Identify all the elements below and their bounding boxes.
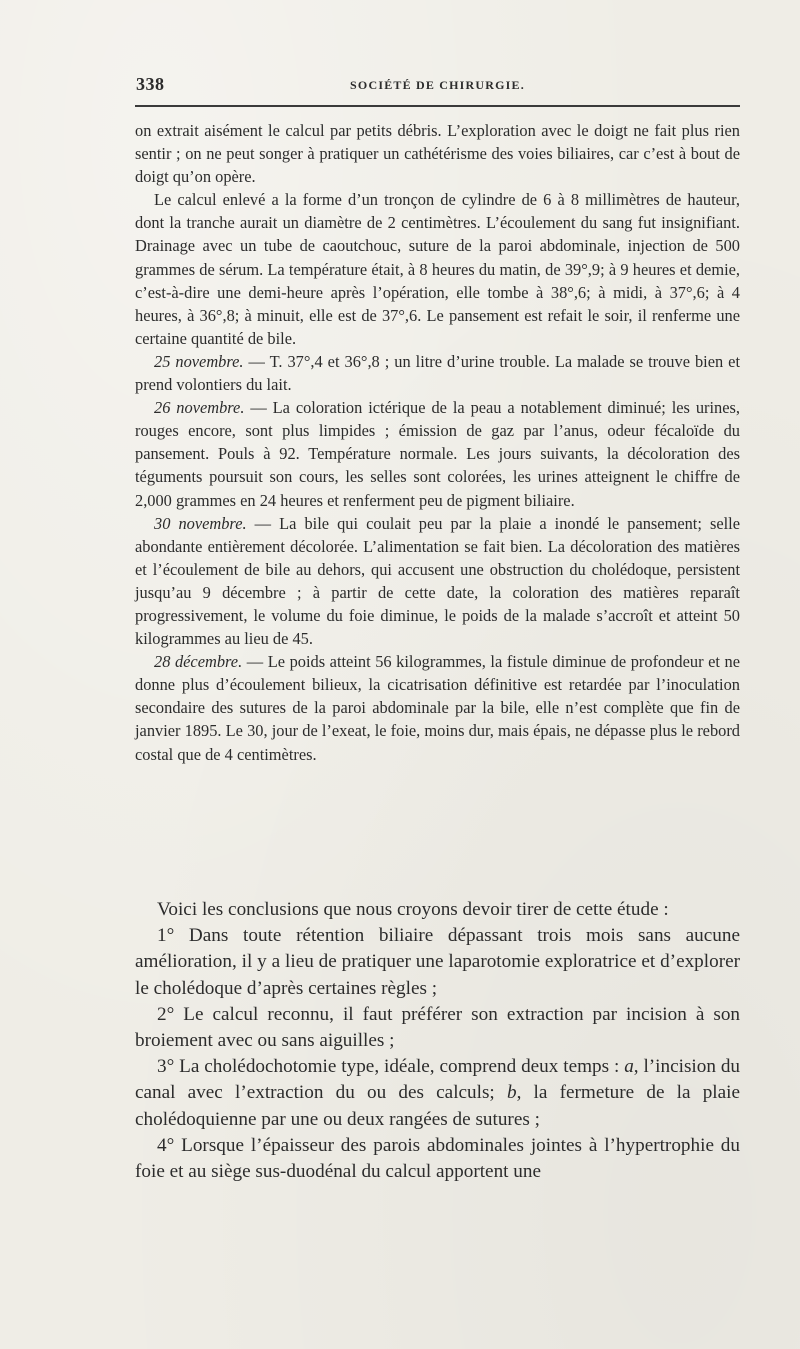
paragraph-text: — Le poids atteint 56 kilogrammes, la fistule diminue de profondeur et ne donne plus d’écoulement bilieux, la cicatrisation définitive est retardée par l’inoculation secondaire des sutures de la paroi abdominale par la bile, elle n’est complète que fin de janvier 1895. Le 30, jour de l’exeat, le foie, moins dur, mais épais, ne dépasse plus le rebord costal que de 4 centimètres. [135,652,740,764]
conclusion-item-3-letter-a: a [624,1056,634,1078]
paragraph [135,188,740,350]
conclusions-section [135,897,740,1185]
paragraph-text: — La bile qui coulait peu par la plaie a inondé le pansement; selle abondante entièrement décolorée. L’alimentation se fait bien. La décoloration des matières et l’écoulement de bile au dehors, qui accusent une obstruction du cholédoque, persistent jusqu’au 9 décembre ; à partir de cette date, la coloration des matières reparaît progressivement, le volume du foie diminue, le poids de la malade s’accroît et atteint 50 kilogrammes au lieu de 45. [135,513,740,649]
paragraph [135,350,740,396]
date-label: 25 novembre. [154,351,244,371]
paragraph [135,650,740,765]
conclusion-item-3-part: , la fermeture de la plaie cholédoquienne par une ou deux rangées de sutures ; [135,1082,740,1130]
conclusion-item-2: 2° Le calcul reconnu, il faut préférer son extraction par incision à son broiement avec ou sans aiguilles ; [135,1003,740,1052]
conclusion-item-3-part: 3° La cholédochotomie type, idéale, comprend deux temps : [157,1056,625,1078]
paragraph-text: on extrait aisément le calcul par petits débris. L’exploration avec le doigt ne fait plus rien sentir ; on ne peut songer à pratiquer un cathétérisme des voies biliaires, car c’est à bout de doigt qu’on opère. [135,121,740,187]
paragraph-text: — La coloration ictérique de la peau a notablement diminué; les urines, rouges encore, sont plus limpides ; émission de gaz par l’anus, odeur fécaloïde du pansement. Pouls à 92. Température normale. Les jours suivants, la décoloration des téguments poursuit son cours, les selles sont colorées, les urines atteignent le chiffre de 2,000 grammes en 24 heures et renferment peu de pigment biliaire. [135,398,740,510]
page-header [135,74,740,100]
date-label: 30 novembre. [154,513,247,533]
date-label: 26 novembre. [154,398,245,418]
conclusion-item-1: 1° Dans toute rétention biliaire dépassant trois mois sans aucune amélioration, il y a lieu de pratiquer une laparotomie exploratrice et d’explorer le cholédoque d’après certaines règles ; [135,925,740,999]
paragraph [135,512,740,651]
page-number: 338 [136,74,165,94]
header-rule [135,105,740,107]
paragraph-text: Le calcul enlevé a la forme d’un tronçon de cylindre de 6 à 8 millimètres de hauteur, dont la tranche aurait un diamètre de 2 centimètres. L’écoulement du sang fut insignifiant. Drainage avec un tube de caoutchouc, suture de la paroi abdominale, injection de 500 grammes de sérum. La température était, à 8 heures du matin, de 39°,9; à 9 heures et demie, c’est-à-dire une demi-heure après l’opération, elle tombe à 38°,6; à midi, à 37°,6; à 4 heures, à 36°,8; à minuit, elle est de 37°,6. Le pansement est refait le soir, il renferme une certaine quantité de bile. [135,190,740,348]
paragraph [135,396,740,511]
observation-text [135,119,740,766]
paragraph-text: — T. 37°,4 et 36°,8 ; un litre d’urine trouble. La malade se trouve bien et prend volontiers du lait. [135,351,740,395]
conclusions-intro: Voici les conclusions que nous croyons devoir tirer de cette étude : [157,899,669,920]
paragraph [135,119,740,188]
running-head: SOCIÉTÉ DE CHIRURGIE. [350,78,525,92]
date-label: 28 décembre. [154,652,243,672]
conclusion-item-3-part: , l’incision du canal avec l’extraction du ou des calculs; [135,1056,741,1104]
conclusion-item-3-letter-b: b [506,1082,517,1104]
conclusion-item-3 [135,1054,740,1133]
conclusion-item-4: 4° Lorsque l’épaisseur des parois abdominales jointes à l’hypertrophie du foie et au siège sus-duodénal du calcul apportent une [135,1134,740,1183]
